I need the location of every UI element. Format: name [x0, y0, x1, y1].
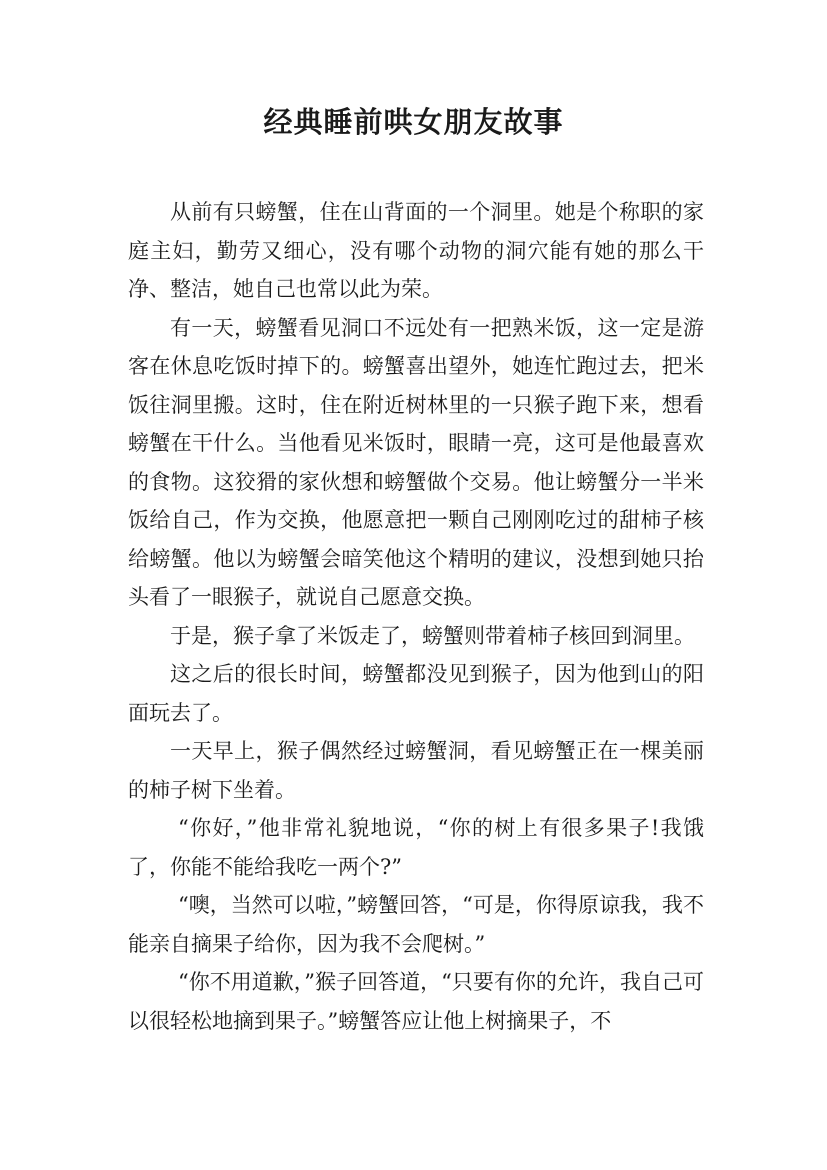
paragraph-1: 从前有只螃蟹，住在山背面的一个洞里。她是个称职的家庭主妇，勤劳又细心，没有哪个动物的洞穴能有她的那么干净、整洁，她自己也常以此为荣。: [128, 200, 704, 301]
paragraph-8: “你不用道歉，”猴子回答道，“只要有你的允许，我自己可以很轻松地摘到果子。”螃蟹答应让他上树摘果子，不: [128, 970, 704, 1033]
paragraph-6: “你好，”他非常礼貌地说，“你的树上有很多果子!我饿了，你能不能给我吃一两个?”: [128, 816, 704, 879]
story-body: [128, 193, 704, 1040]
paragraph-2: 有一天，螃蟹看见洞口不远处有一把熟米饭，这一定是游客在休息吃饭时掉下的。螃蟹喜出望外，她连忙跑过去，把米饭往洞里搬。这时，住在附近树林里的一只猴子跑下来，想看螃蟹在干什么。当他看见米饭时，眼睛一亮，这可是他最喜欢的食物。这狡猾的家伙想和螃蟹做个交易。他让螃蟹分一半米饭给自己，作为交换，他愿意把一颗自己刚刚吃过的甜柿子核给螃蟹。他以为螃蟹会暗笑他这个精明的建议，没想到她只抬头看了一眼猴子，就说自己愿意交换。: [128, 315, 704, 609]
paragraph-7: “噢，当然可以啦，”螃蟹回答，“可是，你得原谅我，我不能亲自摘果子给你，因为我不会爬树。”: [128, 893, 704, 956]
paragraph-3: 于是，猴子拿了米饭走了，螃蟹则带着柿子核回到洞里。: [170, 623, 695, 648]
paragraph-5: 一天早上，猴子偶然经过螃蟹洞，看见螃蟹正在一棵美丽的柿子树下坐着。: [128, 739, 704, 802]
paragraph-4: 这之后的很长时间，螃蟹都没见到猴子，因为他到山的阳面玩去了。: [128, 662, 704, 725]
page-title: 经典睡前哄女朋友故事: [263, 105, 564, 139]
